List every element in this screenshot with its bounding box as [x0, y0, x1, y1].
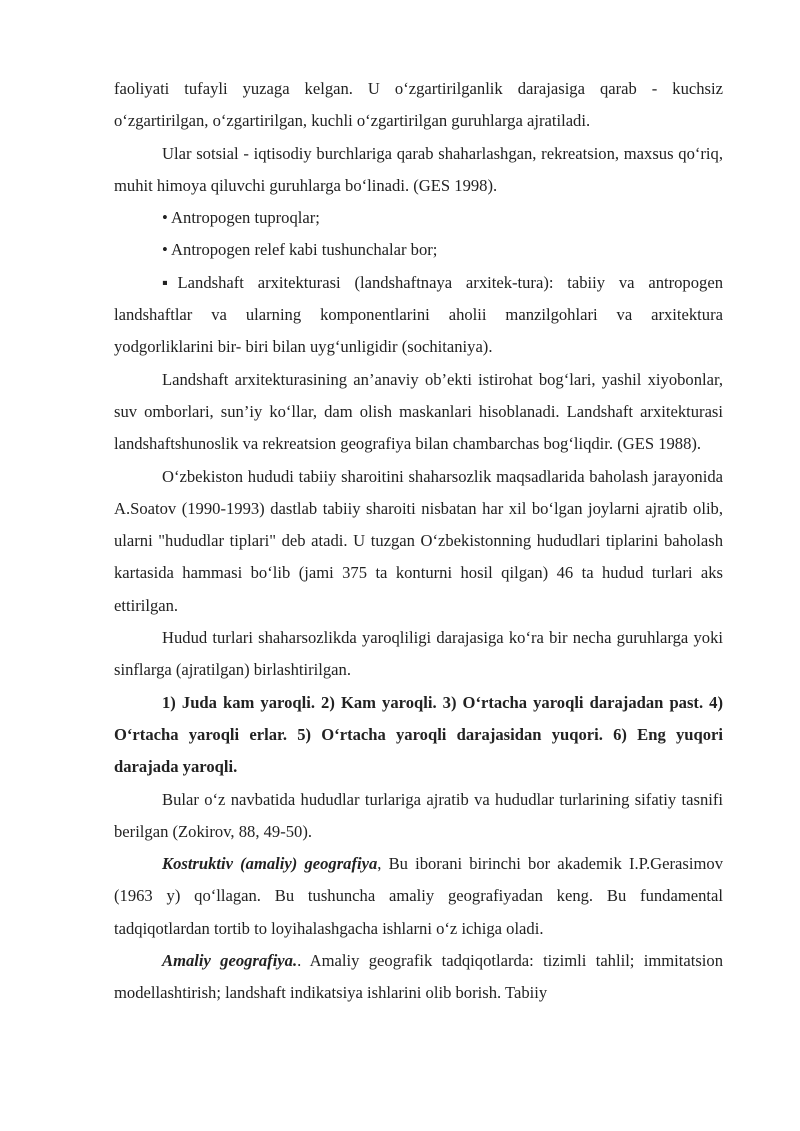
- paragraph-applied-geography: [114, 945, 723, 1010]
- paragraph-landscape-objects: Landshaft arxitekturasining an’anaviy ob’ekti istirohat bog‘lari, yashil xiyobonlar, suv omborlari, sun’iy ko‘llar, dam olish maskanlari hisoblanadi. Landshaft arxitekturasi landshaftshunoslik va rekreatsion geografiya bilan chambarchas bog‘liqdir. (GES 1988).: [114, 369, 723, 454]
- applied-geography-text: . Amaliy geografik tadqiqotlarda: tizimli tahlil; immitatsion modellashtirish; landshaft indikatsiya ishlarini olib borish. Tabiiy: [114, 951, 724, 1003]
- paragraph-classification: Bular o‘z navbatida hududlar turlariga ajratib va hududlar turlarining sifatiy tasnifi berilgan (Zokirov, 88, 49-50).: [114, 789, 723, 841]
- bullet-anthropogenic-soils: • Antropogen tuproqlar;: [162, 208, 320, 228]
- term-applied-geography: Amaliy geografiya.: [162, 951, 298, 971]
- bullet-anthropogenic-relief: • Antropogen relef kabi tushunchalar bor;: [162, 240, 438, 260]
- paragraph-uzbekistan-territory: O‘zbekiston hududi tabiiy sharoitini shaharsozlik maqsadlarida baholash jarayonida A.Soatov (1990-1993) dastlab tabiiy sharoiti nisbatan har xil bo‘lgan joylarni ajratib olib, ularni "hududlar tiplari" deb atadi. U tuzgan O‘zbekistonning hududlari tiplarini baholash kartasida hammasi bo‘lib (jami 375 ta konturni hosil qilgan) 46 ta hudud turlari aks ettirilgan.: [114, 466, 723, 615]
- paragraph-continuation: faoliyati tufayli yuzaga kelgan. U o‘zgartirilganlik darajasiga qarab - kuchsiz o‘zgartirilgan, o‘zgartirilgan, kuchli o‘zgartirilgan guruhlarga ajratiladi.: [114, 79, 723, 131]
- paragraph-suitability-classes: 1) Juda kam yaroqli. 2) Kam yaroqli. 3) O‘rtacha yaroqli darajadan past. 4) O‘rtacha yaroqli erlar. 5) O‘rtacha yaroqli darajasidan yuqori. 6) Eng yuqori darajada yaroqli.: [114, 692, 723, 777]
- paragraph-constructive-geography: [114, 848, 723, 945]
- document-page: [114, 73, 723, 1010]
- paragraph-territory-types: Hudud turlari shaharsozlikda yaroqliligi darajasiga ko‘ra bir necha guruhlarga yoki sinflarga (ajratilgan) birlashtirilgan.: [114, 628, 723, 680]
- constructive-geography-text: , Bu iborani birinchi bor akademik I.P.Gerasimov (1963 y) qo‘llagan. Bu tushuncha amaliy geografiyadan keng. Bu fundamental tadqiqotlardan tortib to loyihalashgacha ishlarni o‘z ichiga oladi.: [114, 854, 723, 938]
- paragraph-landscape-architecture: ▪Landshaft arxitekturasi (landshaftnaya arxitek-tura): tabiiy va antropogen landshaftlar va ularning komponentlarini aholii manzilgohlari va arxitektura yodgorliklarini bir- biri bilan uyg‘unligidir (sochitaniya).: [114, 272, 723, 357]
- term-constructive-geography: Kostruktiv (amaliy) geografiya: [162, 854, 378, 874]
- paragraph-social-groups: Ular sotsial - iqtisodiy burchlariga qarab shaharlashgan, rekreatsion, maxsus qo‘riq, muhit himoya qiluvchi guruhlarga bo‘linadi. (GES 1998).: [114, 143, 723, 195]
